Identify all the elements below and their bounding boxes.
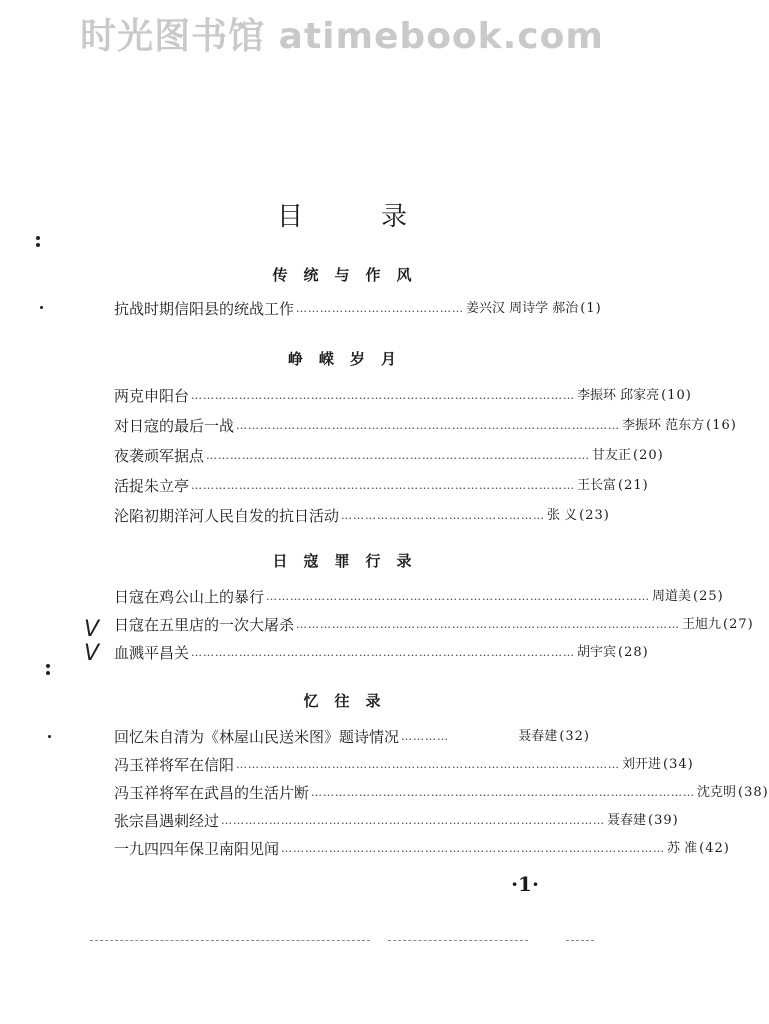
toc-entry-authors: 聂春建: [607, 813, 647, 828]
dot-leader: ……………………………………………………………………………………: [221, 814, 606, 827]
scan-speck: [40, 306, 43, 309]
toc-entry-title: 一九四四年保卫南阳见闻: [114, 840, 280, 858]
toc-entry[interactable]: [114, 838, 730, 860]
toc-entry-title: 回忆朱自清为《林屋山民送米图》题诗情况: [114, 728, 400, 746]
dot-leader: ……………………………………………………………………………………: [191, 479, 576, 492]
toc-entry[interactable]: [114, 586, 724, 608]
section-heading-tradition: 传统与作风: [272, 266, 428, 284]
page-title: 目录: [276, 202, 485, 232]
toc-entry-authors: 李振环 邱家亮: [577, 388, 660, 403]
toc-entry-authors: 张 义: [547, 508, 578, 523]
section-heading-atrocities: 日寇罪行录: [272, 552, 428, 570]
toc-entry-title: 对日寇的最后一战: [114, 417, 235, 435]
toc-entry[interactable]: [114, 614, 754, 636]
toc-entry[interactable]: [114, 415, 737, 437]
toc-entry-page: (39): [648, 813, 679, 828]
toc-entry-title: 夜袭顽军据点: [114, 447, 205, 465]
toc-entry-page: (16): [706, 418, 737, 433]
toc-entry-authors: 王长富: [577, 478, 617, 493]
page-number: ·1·: [511, 872, 539, 896]
toc-entry[interactable]: [114, 642, 649, 664]
dot-leader: ……………………………………………………………………………………: [296, 618, 681, 631]
toc-entry[interactable]: [114, 475, 649, 497]
toc-entry[interactable]: [114, 754, 694, 776]
toc-entry-authors: 胡宇宾: [577, 645, 617, 660]
toc-entry-title: 冯玉祥将军在信阳: [114, 756, 235, 774]
scan-speck: [36, 243, 40, 247]
toc-entry-page: (42): [699, 841, 730, 856]
toc-entry-authors: 周道美: [652, 589, 692, 604]
toc-entry-authors: 姜兴汉 周诗学 郝治: [466, 301, 579, 316]
toc-entry-title: 抗战时期信阳县的统战工作: [114, 300, 295, 318]
scan-speck: [46, 664, 50, 668]
toc-entry-authors: 苏 准: [667, 841, 698, 856]
toc-entry-page: (27): [723, 617, 754, 632]
dot-leader: ……………………………………………………………………………………: [281, 842, 666, 855]
scan-speck: [46, 671, 50, 675]
bottom-rule: [90, 940, 370, 941]
toc-entry-authors: 聂春建: [518, 729, 558, 744]
toc-entry[interactable]: [114, 505, 610, 527]
toc-entry-title: 活捉朱立亭: [114, 477, 190, 495]
toc-entry-title: 张宗昌遇刺经过: [114, 812, 220, 830]
toc-entry-page: (32): [559, 729, 590, 744]
toc-entry[interactable]: [114, 298, 602, 320]
toc-entry-page: (20): [633, 448, 664, 463]
toc-entry-page: (38): [738, 785, 769, 800]
dot-leader: ……………………………………………………………………………………: [191, 646, 576, 659]
watermark: 时光图书馆 atimebook.com: [80, 16, 604, 57]
dot-leader: ……………………………………………………………………………………: [206, 449, 591, 462]
toc-entry-authors: 沈克明: [697, 785, 737, 800]
toc-entry-page: (10): [661, 388, 692, 403]
toc-entry[interactable]: [114, 782, 769, 804]
dot-leader: ……………………………………………………………………………………: [191, 389, 576, 402]
toc-entry-authors: 甘友正: [592, 448, 632, 463]
dot-leader: ……………………………………………………………………………………: [311, 786, 696, 799]
dot-leader: …………: [401, 730, 450, 743]
toc-entry-title: 日寇在五里店的一次大屠杀: [114, 616, 295, 634]
handwritten-check-marks: V V: [84, 617, 100, 666]
toc-entry[interactable]: [114, 445, 664, 467]
toc-entry-page: (34): [663, 757, 694, 772]
toc-entry-title: 日寇在鸡公山上的暴行: [114, 588, 265, 606]
toc-entry[interactable]: [114, 385, 692, 407]
toc-entry-page: (28): [618, 645, 649, 660]
toc-entry[interactable]: [114, 810, 679, 832]
toc-entry-page: (21): [618, 478, 649, 493]
toc-entry-page: (1): [580, 301, 602, 316]
toc-entry-page: (23): [579, 508, 610, 523]
toc-entry-title: 两克申阳台: [114, 387, 190, 405]
scan-speck: [48, 735, 51, 738]
toc-entry-page: (25): [693, 589, 724, 604]
section-heading-years: 峥嵘岁月: [287, 350, 412, 368]
toc-entry[interactable]: [114, 726, 590, 748]
section-heading-memories: 忆往录: [303, 692, 397, 710]
toc-entry-title: 冯玉祥将军在武昌的生活片断: [114, 784, 310, 802]
toc-entry-title: 血溅平昌关: [114, 644, 190, 662]
toc-entry-authors: 王旭九: [682, 617, 722, 632]
scan-speck: [36, 236, 40, 240]
toc-entry-authors: 李振环 范东方: [622, 418, 705, 433]
bottom-rule: [388, 940, 528, 941]
dot-leader: ……………………………………………………………………………………: [236, 419, 621, 432]
dot-leader: ……………………………………………: [341, 509, 546, 522]
dot-leader: ……………………………………………………………………………………: [236, 758, 621, 771]
dot-leader: ……………………………………………………………………………………: [266, 590, 651, 603]
dot-leader: ……………………………………: [296, 302, 465, 315]
toc-entry-title: 沦陷初期洋河人民自发的抗日活动: [114, 507, 340, 525]
bottom-rule: [566, 940, 594, 941]
toc-entry-authors: 刘开进: [622, 757, 662, 772]
